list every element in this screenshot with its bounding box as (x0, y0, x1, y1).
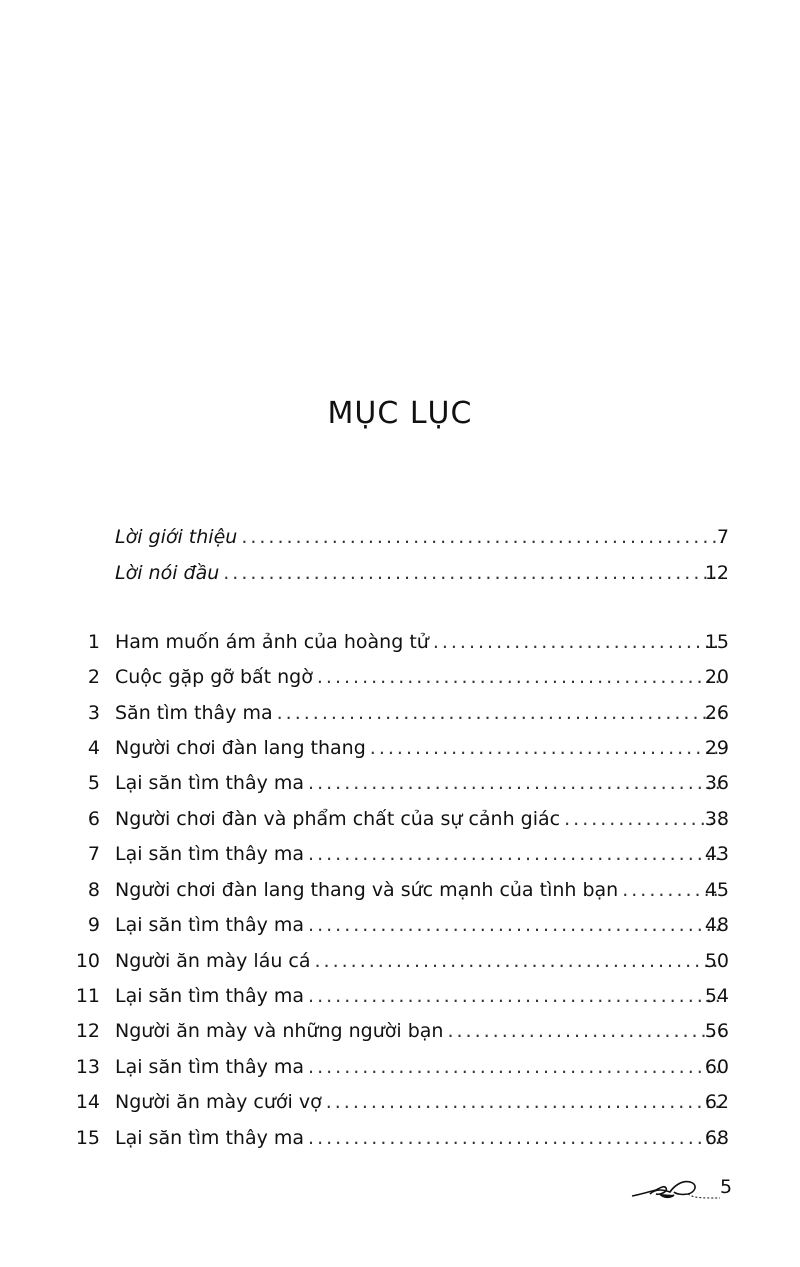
chapter-number: 14 (75, 1091, 100, 1113)
chapter-number: 13 (75, 1056, 100, 1078)
chapter-number: 2 (87, 666, 100, 688)
toc-entry-page: 62 (704, 1091, 729, 1113)
dot-leader (317, 662, 723, 692)
toc-entry-page: 45 (704, 879, 729, 901)
chapter-number: 12 (75, 1020, 100, 1042)
toc-entry-page: 56 (704, 1020, 729, 1042)
toc-entry-label: Người ăn mày láu cá (115, 950, 311, 972)
chapter-number: 3 (87, 702, 100, 724)
toc-entry-label: Lại săn tìm thây ma (115, 985, 305, 1007)
dot-leader (370, 733, 723, 763)
dot-leader (308, 1123, 723, 1153)
toc-entry-label: Lại săn tìm thây ma (115, 772, 305, 794)
doodle-ornament-icon (630, 1168, 720, 1204)
toc-entry-chapter[interactable] (0, 1016, 800, 1046)
chapter-number: 8 (87, 879, 100, 901)
toc-entry-chapter[interactable] (0, 1123, 800, 1153)
toc-entry-label: Ham muốn ám ảnh của hoàng tử (115, 631, 429, 653)
toc-entry-chapter[interactable] (0, 698, 800, 728)
toc-entry-page: 50 (704, 950, 729, 972)
toc-entry-page: 48 (704, 914, 729, 936)
toc-entry-page: 15 (704, 631, 729, 653)
toc-entry-label: Lại săn tìm thây ma (115, 1127, 305, 1149)
toc-entry-page: 36 (704, 772, 729, 794)
toc-entry-page: 29 (704, 737, 729, 759)
toc-entry-chapter[interactable] (0, 1052, 800, 1082)
toc-entry-chapter[interactable] (0, 1087, 800, 1117)
toc-entry-front-intro[interactable] (0, 522, 800, 552)
toc-entry-page: 60 (704, 1056, 729, 1078)
toc-entry-page: 26 (704, 702, 729, 724)
toc-entry-chapter[interactable] (0, 627, 800, 657)
toc-entry-label: Lại săn tìm thây ma (115, 843, 305, 865)
toc-entry-chapter[interactable] (0, 875, 800, 905)
toc-entry-page: 20 (704, 666, 729, 688)
toc-entry-label: Người chơi đàn lang thang (115, 737, 366, 759)
toc-entry-front-preface[interactable] (0, 558, 800, 588)
toc-entry-page: 7 (716, 526, 729, 548)
toc-entry-label: Săn tìm thây ma (115, 702, 273, 724)
toc-entry-chapter[interactable] (0, 946, 800, 976)
toc-entry-label: Người ăn mày cưới vợ (115, 1091, 322, 1113)
toc-entry-label: Lời nói đầu (115, 562, 220, 584)
dot-leader (308, 768, 723, 798)
toc-entry-label: Lại săn tìm thây ma (115, 914, 305, 936)
dot-leader (277, 698, 723, 728)
chapter-number: 4 (87, 737, 100, 759)
dot-leader (315, 946, 723, 976)
page-title: MỤC LỤC (327, 396, 473, 431)
dot-leader (308, 1052, 723, 1082)
dot-leader (447, 1016, 723, 1046)
toc-entry-page: 38 (704, 808, 729, 830)
toc-entry-chapter[interactable] (0, 839, 800, 869)
toc-entry-page: 12 (704, 562, 729, 584)
toc-entry-page: 43 (704, 843, 729, 865)
toc-entry-chapter[interactable] (0, 804, 800, 834)
toc-entry-chapter[interactable] (0, 981, 800, 1011)
toc-entry-label: Cuộc gặp gỡ bất ngờ (115, 666, 313, 688)
chapter-number: 6 (87, 808, 100, 830)
dot-leader (326, 1087, 723, 1117)
chapter-number: 5 (87, 772, 100, 794)
toc-entry-chapter[interactable] (0, 768, 800, 798)
chapter-number: 7 (87, 843, 100, 865)
chapter-number: 9 (87, 914, 100, 936)
toc-entry-chapter[interactable] (0, 662, 800, 692)
toc-entry-label: Người chơi đàn lang thang và sức mạnh của tình bạn (115, 879, 619, 901)
toc-entry-label: Người ăn mày và những người bạn (115, 1020, 444, 1042)
dot-leader (308, 910, 723, 940)
toc-entry-label: Người chơi đàn và phẩm chất của sự cảnh giác (115, 808, 561, 830)
page-number: 5 (720, 1176, 733, 1198)
toc-entry-chapter[interactable] (0, 910, 800, 940)
dot-leader (308, 839, 723, 869)
dot-leader (223, 558, 723, 588)
dot-leader (308, 981, 723, 1011)
dot-leader (433, 627, 723, 657)
toc-entry-label: Lại săn tìm thây ma (115, 1056, 305, 1078)
dot-leader (241, 522, 723, 552)
toc-entry-page: 68 (704, 1127, 729, 1149)
toc-entry-label: Lời giới thiệu (115, 526, 238, 548)
chapter-number: 11 (75, 985, 100, 1007)
toc-entry-chapter[interactable] (0, 733, 800, 763)
chapter-number: 1 (87, 631, 100, 653)
chapter-number: 15 (75, 1127, 100, 1149)
chapter-number: 10 (75, 950, 100, 972)
toc-entry-page: 54 (704, 985, 729, 1007)
